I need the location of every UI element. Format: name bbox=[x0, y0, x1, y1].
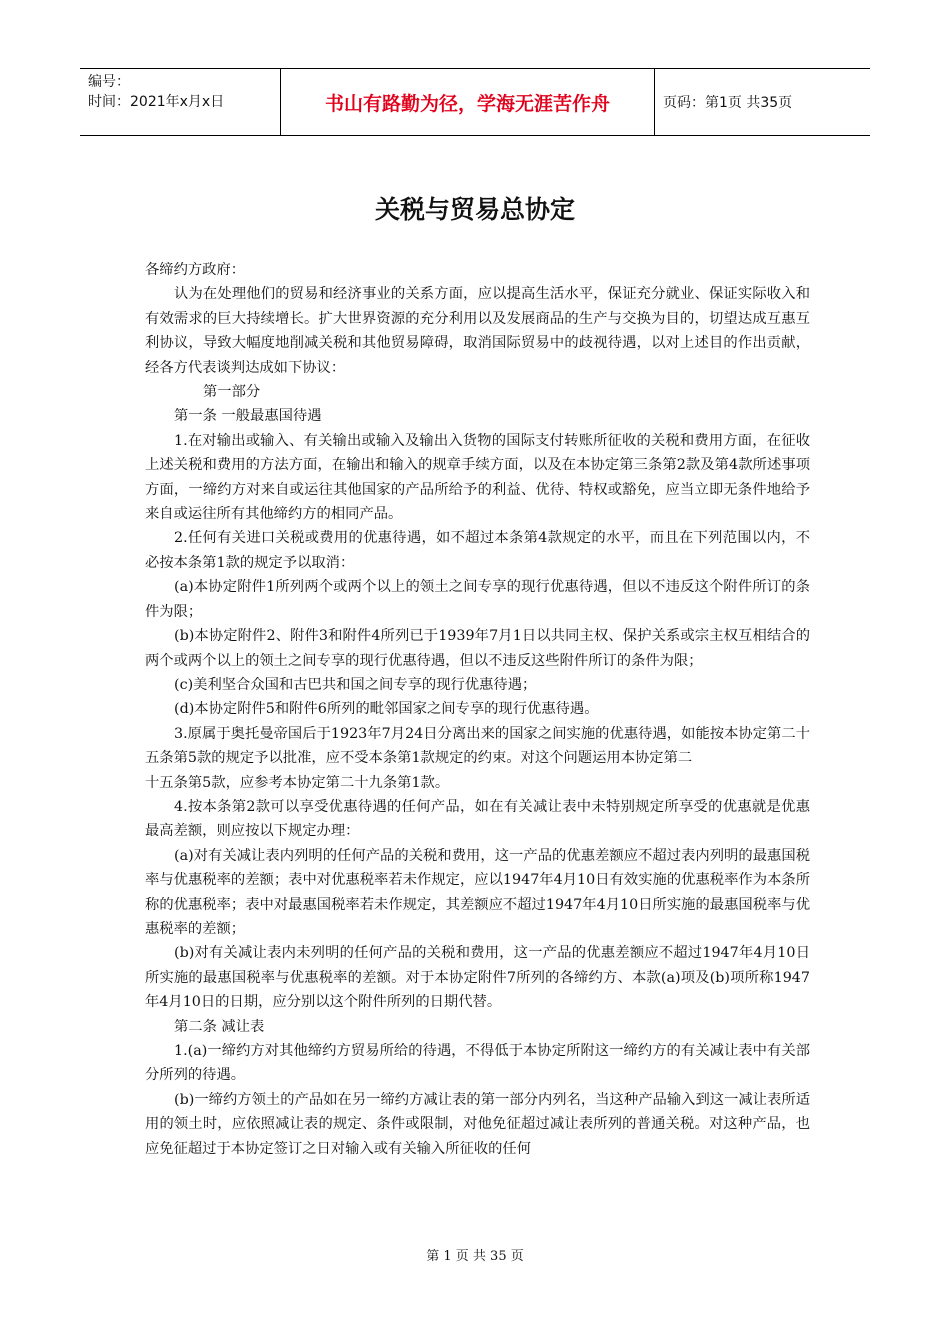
paragraph: 各缔约方政府： bbox=[145, 262, 246, 278]
article-heading: 第一条 一般最惠国待遇 bbox=[174, 408, 322, 425]
paragraph: 3.原属于奥托曼帝国后于1923年7月24日分离出来的国家之间实施的优惠待遇，如能按本协定第二十五条第5款的规定予以批准，应不受本条第1款规定的约束。对这个问题运用本协定第二 bbox=[145, 725, 810, 767]
paragraph: 1.在对输出或输入、有关输出或输入及输出入货物的国际支付转账所征收的关税和费用方面，在征收上述关税和费用的方法方面，在输出和输入的规章手续方面，以及在本协定第三条第2款及第4款所述事项方面，一缔约方对来自或运往其他国家的产品所给予的利益、优待、特权或豁免，应当立即无条件地给予来自或运往所有其他缔约方的相同产品。 bbox=[145, 432, 810, 523]
document-body bbox=[145, 258, 810, 1161]
paragraph: 认为在处理他们的贸易和经济事业的关系方面，应以提高生活水平，保证充分就业、保证实际收入和有效需求的巨大持续增长。扩大世界资源的充分利用以及发展商品的生产与交换为目的，切望达成互惠互利协议，导致大幅度地削减关税和其他贸易障碍，取消国际贸易中的歧视待遇，以对上述目的作出贡献，经各方代表谈判达成如下协议： bbox=[145, 286, 810, 376]
paragraph: 2.任何有关进口关税或费用的优惠待遇，如不超过本条第4款规定的水平，而且在下列范围以内，不必按本条第1款的规定予以取消： bbox=[145, 530, 810, 571]
paragraph: (c)美利坚合众国和古巴共和国之间专享的现行优惠待遇； bbox=[174, 676, 537, 693]
motto: 书山有路勤为径，学海无涯苦作舟 bbox=[280, 69, 655, 135]
paragraph: 4.按本条第2款可以享受优惠待遇的任何产品，如在有关减让表中未特别规定所享受的优惠就是优惠最高差额，则应按以下规定办理： bbox=[145, 798, 810, 840]
number-label: 编号： bbox=[88, 74, 130, 90]
document-header bbox=[80, 68, 870, 136]
page-title: 关税与贸易总协定 bbox=[374, 195, 575, 224]
header-meta bbox=[80, 69, 280, 135]
paragraph: (b)对有关减让表内未列明的任何产品的关税和费用，这一产品的优惠差额应不超过1947年4月10日所实施的最惠国税率与优惠税率的差额。对于本协定附件7所列的各缔约方、本款(a)项及(b)项所称1947年4月10日的日期，应分别以这个附件所列的日期代替。 bbox=[145, 945, 810, 1011]
paragraph: 十五条第5款，应参考本协定第二十九条第1款。 bbox=[145, 774, 450, 791]
page-footer: 第 1 页 共 35 页 bbox=[426, 1249, 524, 1264]
paragraph: (d)本协定附件5和附件6所列的毗邻国家之间专享的现行优惠待遇。 bbox=[174, 701, 599, 718]
paragraph: (b)一缔约方领土的产品如在另一缔约方减让表的第一部分内列名，当这种产品输入到这一减让表所适用的领土时，应依照减让表的规定、条件或限制，对他免征超过减让表所列的普通关税。对这种产品，也应免征超过于本协定签订之日对输入或有关输入所征收的任何 bbox=[145, 1091, 810, 1157]
section-heading: 第一部分 bbox=[203, 384, 261, 401]
paragraph: (b)本协定附件2、附件3和附件4所列已于1939年7月1日以共同主权、保护关系或宗主权互相结合的两个或两个以上的领土之间专享的现行优惠待遇，但以不违反这些附件所订的条件为限； bbox=[145, 628, 810, 669]
article-heading: 第二条 减让表 bbox=[174, 1018, 265, 1035]
time-label: 时间：2021年x月x日 bbox=[88, 94, 225, 110]
page-info: 页码：第1页 共35页 bbox=[663, 95, 793, 111]
paragraph: (a)本协定附件1所列两个或两个以上的领土之间专享的现行优惠待遇，但以不违反这个附件所订的条件为限； bbox=[145, 579, 810, 620]
paragraph: (a)对有关减让表内列明的任何产品的关税和费用，这一产品的优惠差额应不超过表内列明的最惠国税率与优惠税率的差额；表中对优惠税率若未作规定，应以1947年4月10日有效实施的优惠税率作为本条所称的优惠税率；表中对最惠国税率若未作规定，其差额应不超过1947年4月10日所实施的最惠国税率与优惠税率的差额； bbox=[145, 847, 810, 937]
paragraph: 1.(a)一缔约方对其他缔约方贸易所给的待遇，不得低于本协定所附这一缔约方的有关减让表中有关部分所列的待遇。 bbox=[145, 1043, 810, 1084]
